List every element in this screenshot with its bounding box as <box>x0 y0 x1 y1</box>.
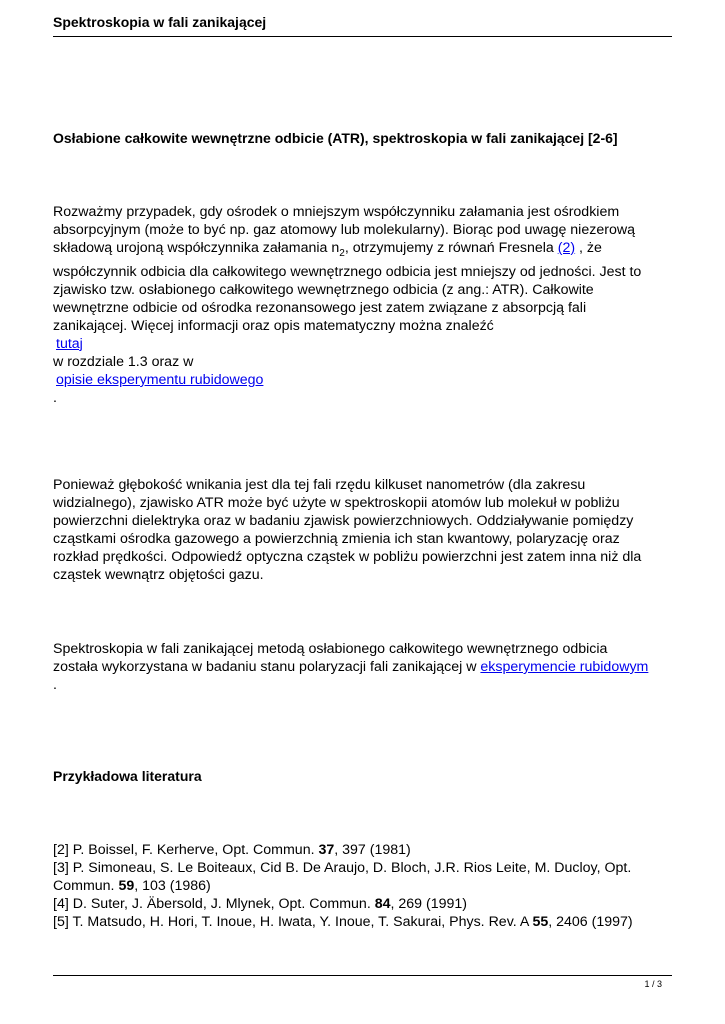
article-heading: Osłabione całkowite wewnętrzne odbicie (ATR), spektroskopia w fali zanikającej [2-6] <box>53 130 618 146</box>
text-span: została wykorzystana w badaniu stanu polaryzacji fali zanikającej w <box>53 659 481 675</box>
reference-item: [3] P. Simoneau, S. Le Boiteaux, Cid B. De Araujo, D. Bloch, J.R. Rios Leite, M. Ducloy, Opt. <box>53 860 632 876</box>
page-number: 1 / 3 <box>644 979 662 989</box>
text-line: powierzchni dielektryka oraz w badaniu zjawisk powierzchniowych. Oddziaływanie pomiędzy <box>53 513 634 529</box>
text-line <box>53 239 673 263</box>
text-line: Ponieważ głębokość wnikania jest dla tej fali rzędu kilkuset nanometrów (dla zakresu <box>53 477 586 493</box>
reference-item <box>53 877 683 895</box>
text-span: składową urojoną współczynnika załamania n <box>53 240 340 256</box>
fresnel-ref-link[interactable]: (2) <box>557 240 576 256</box>
text-line: Spektroskopia w fali zanikającej metodą osłabionego całkowitego wewnętrznego odbicia <box>53 641 608 657</box>
volume-number: 37 <box>318 842 335 858</box>
text-span: [4] D. Suter, J. Äbersold, J. Mlynek, Opt. Commun. <box>53 896 375 912</box>
text-line: . <box>53 389 57 406</box>
text-line: zanikającej. Więcej informacji oraz opis matematyczny można znaleźć <box>53 317 494 334</box>
text-line: w rozdziale 1.3 oraz w <box>53 353 194 370</box>
text-line: wewnętrzne odbicie od ośrodka rezonansowego jest zatem związane z absorpcją fali <box>53 299 587 316</box>
text-line: zjawisko tzw. osłabionego całkowitego wewnętrznego odbicia (z ang.: ATR). Całkowite <box>53 281 594 298</box>
text-span: , 2406 (1997) <box>548 914 633 930</box>
text-line: . <box>53 677 57 693</box>
text-line: cząstkami ośrodka gazowego a powierzchnią zmienia ich stan kwantowy, polaryzację oraz <box>53 531 620 547</box>
text-line: widzialnego), zjawisko ATR może być użyte w spektroskopii atomów lub molekuł w pobliżu <box>53 495 620 511</box>
footer-divider <box>53 975 672 976</box>
text-span: , otrzymujemy z równań Fresnela <box>344 240 558 256</box>
text-line: Rozważmy przypadek, gdy ośrodek o mniejszym współczynniku załamania jest ośrodkiem <box>53 204 620 220</box>
text-line: rozkład prędkości. Odpowiedź optyczna cząstek w pobliżu powierzchni jest zatem inna niż dla <box>53 549 642 565</box>
text-span: , 103 (1986) <box>134 878 211 894</box>
text-span: Commun. <box>53 878 119 894</box>
paragraph-atr-applications <box>53 476 673 584</box>
text-line: cząstek wewnątrz objętości gazu. <box>53 567 264 583</box>
volume-number: 59 <box>118 878 135 894</box>
text-span: [5] T. Matsudo, H. Hori, T. Inoue, H. Iwata, Y. Inoue, T. Sakurai, Phys. Rev. A <box>53 914 533 930</box>
rubidium-experiment-link[interactable]: opisie eksperymentu rubidowego <box>56 371 264 388</box>
volume-number: 55 <box>532 914 549 930</box>
text-line: absorpcyjnym (może to być np. gaz atomowy lub molekularny). Biorąc pod uwagę niezerową <box>53 222 635 238</box>
reference-item <box>53 913 683 931</box>
text-span: , 269 (1991) <box>390 896 467 912</box>
subscript: 2 <box>339 247 345 259</box>
text-line <box>53 658 673 676</box>
paragraph-atr-intro <box>53 203 673 407</box>
literature-heading: Przykładowa literatura <box>53 768 202 784</box>
text-span: , 397 (1981) <box>334 842 411 858</box>
rubidium-experiment-link-2[interactable]: eksperymencie rubidowym <box>480 659 649 675</box>
text-span: , że <box>575 240 602 256</box>
volume-number: 84 <box>374 896 391 912</box>
reference-list <box>53 841 683 931</box>
tutaj-link[interactable]: tutaj <box>56 335 83 352</box>
header-divider <box>53 36 672 37</box>
text-span: [2] P. Boissel, F. Kerherve, Opt. Commun. <box>53 842 319 858</box>
page-header-title: Spektroskopia w fali zanikającej <box>53 14 267 30</box>
reference-item <box>53 895 683 913</box>
text-line: współczynnik odbicia dla całkowitego wewnętrznego odbicia jest mniejszy od jedności. Jest to <box>53 263 642 280</box>
paragraph-polarization <box>53 640 673 694</box>
reference-item <box>53 841 683 859</box>
